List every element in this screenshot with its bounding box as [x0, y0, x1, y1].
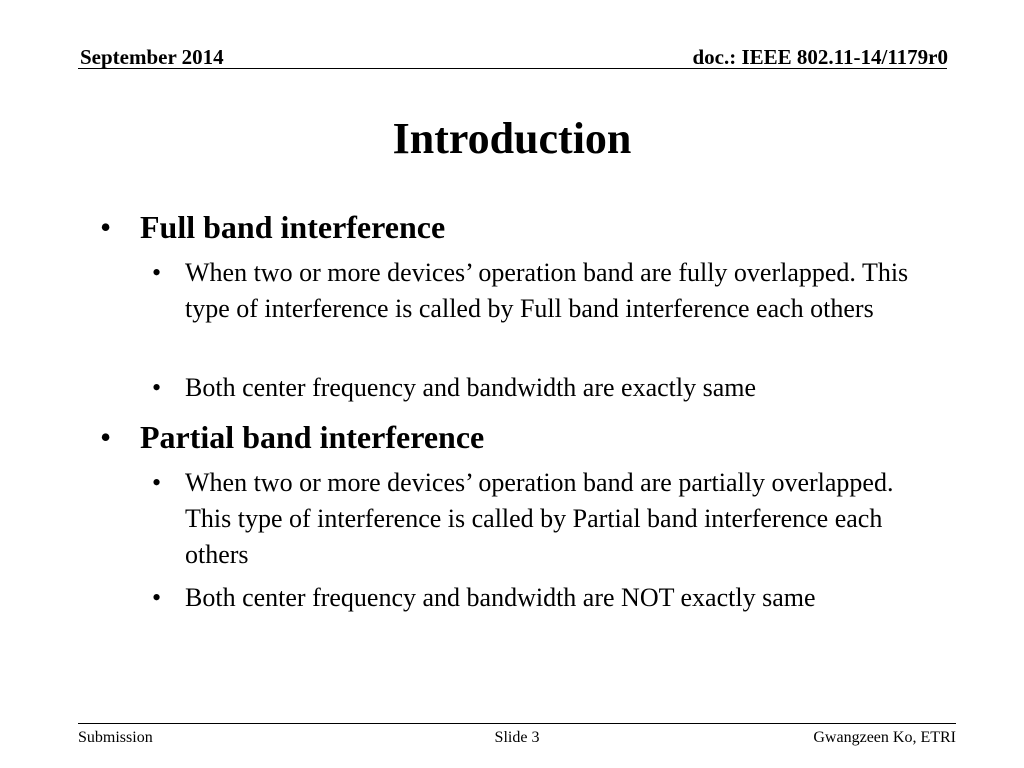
sub-bullet-marker: • — [152, 468, 162, 497]
sub-bullet-marker: • — [152, 583, 162, 612]
sub-bullet-text: When two or more devices’ operation band are fully overlapped. This type of interference is called by Full band interference each others — [185, 258, 909, 323]
sub-bullet-marker: • — [152, 258, 162, 287]
sub-bullet-text: Both center frequency and bandwidth are exactly same — [185, 373, 757, 402]
footer-author: Gwangzeen Ko, ETRI — [813, 729, 956, 746]
bullet-marker: • — [100, 419, 112, 455]
sub-bullet-text: When two or more devices’ operation band are partially overlapped. This type of interference is called by Partial band interference each others — [185, 468, 894, 569]
sub-bullet-marker: • — [152, 373, 162, 402]
footer-slide-number: Slide 3 — [494, 729, 540, 746]
slide-title: Introduction — [392, 114, 632, 163]
bullet-marker: • — [100, 209, 112, 245]
bullet-heading: Full band interference — [140, 209, 446, 245]
header-doc-id: doc.: IEEE 802.11-14/1179r0 — [692, 45, 948, 69]
footer-submission: Submission — [78, 729, 153, 746]
header-date: September 2014 — [80, 45, 224, 69]
footer-rule — [78, 723, 956, 724]
bullet-heading: Partial band interference — [140, 419, 485, 455]
sub-bullet-text: Both center frequency and bandwidth are NOT exactly same — [185, 583, 816, 612]
